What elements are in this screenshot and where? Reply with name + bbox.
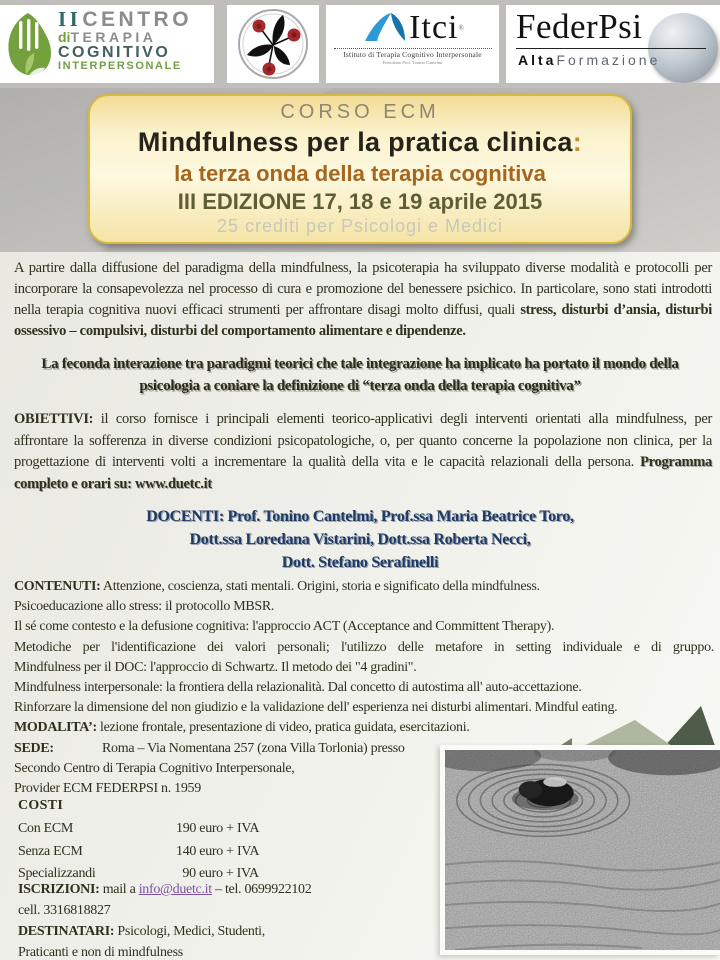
federpsi-title: FederPsi bbox=[516, 7, 643, 46]
enrollment-line bbox=[18, 879, 448, 900]
federpsi-sub-rest: Formazione bbox=[556, 52, 661, 68]
recipients-label: DESTINATARI: bbox=[18, 924, 115, 939]
course-title: Mindfulness per la pratica clinica bbox=[137, 126, 573, 157]
course-kicker: CORSO ECM bbox=[280, 100, 440, 123]
contents-label: CONTENUTI: bbox=[14, 579, 101, 594]
leaves-berries-emblem-icon bbox=[227, 5, 319, 83]
logo-emblem bbox=[227, 5, 319, 83]
contents-item: Rinforzare la dimensione del non giudizio e la validazione dell' esperienza nei disturbi alimentari. Mindful eating. bbox=[14, 700, 618, 716]
intro-text: A partire dalla diffusione del paradigma della mindfulness, la psicoterapia ha sviluppato diverse modalità e protocolli per incorporare la consapevolezza nel processo di cura e promozione del benessere psichico. In particolare, sono stati introdotti nella terapia cognitiva nuovi efficaci strumenti per affrontare disagi molto diffusi, quali bbox=[14, 260, 712, 318]
teachers-line: DOCENTI: Prof. Tonino Cantelmi, Prof.ssa Maria Beatrice Toro, bbox=[146, 508, 574, 525]
enrollment-block bbox=[18, 879, 448, 960]
course-edition: III EDIZIONE 17, 18 e 19 aprile 2015 bbox=[177, 188, 543, 214]
dotted-divider bbox=[334, 48, 492, 49]
cost-value: 90 euro + IVA bbox=[176, 866, 259, 881]
course-title-box bbox=[88, 94, 632, 244]
header-logo-strip bbox=[0, 0, 720, 88]
objectives-paragraph bbox=[14, 409, 712, 495]
leaf-icon bbox=[4, 11, 56, 82]
logo-line3: COGNITIVO bbox=[58, 43, 171, 61]
highlight-paragraph: La feconda interazione tra paradigmi teorici che tale integrazione ha implicato ha portato il mondo della psicologia a coniare la definizione di “terza onda della terapia cognitiva” bbox=[41, 356, 679, 394]
sede-address: Roma – Via Nomentana 257 (zona Villa Torlonia) presso bbox=[102, 740, 405, 756]
itci-footnote: Presidente Prof. Tonino Cantelmi bbox=[382, 60, 443, 65]
logo-itci bbox=[326, 5, 499, 83]
contents-first: Attenzione, coscienza, stati mentali. Origini, storia e significato della mindfulness. bbox=[100, 579, 540, 594]
contents-item: Il sé come contesto e la defusione cognitiva: l'approccio ACT (Acceptance and Committent Therapy). bbox=[14, 619, 555, 635]
course-subtitle: la terza onda della terapia cognitiva bbox=[174, 161, 546, 187]
logo-line4: INTERPERSONALE bbox=[58, 59, 182, 72]
course-title-colon: : bbox=[572, 126, 583, 157]
blue-swoosh-icon bbox=[361, 9, 409, 47]
modalita-label: MODALITA’: bbox=[14, 720, 97, 736]
objectives-program-link[interactable]: Programma completo e orari su: www.duetc.it bbox=[14, 454, 712, 492]
objectives-text: il corso fornisce i principali elementi teorico-applicativi degli interventi orientati alla mindfulness, per affrontare la sofferenza in diverse condizioni psicopatologiche, o, per quanto concerne la popolazione non clinica, per la progettazione di interventi volti a incrementare la qualità della vita e le capacità relazionali della persona. bbox=[14, 411, 712, 470]
cost-label: Con ECM bbox=[18, 821, 74, 836]
teachers-block bbox=[0, 505, 720, 574]
logo-numeral: II bbox=[58, 7, 82, 31]
contents-item: Metodiche per l'identificazione dei valori personali; l'utilizzo delle metafore in setting individuale e di gruppo. bbox=[14, 639, 714, 655]
costs-title: COSTI bbox=[18, 798, 64, 813]
costs-block bbox=[18, 798, 438, 886]
recipients-line bbox=[18, 921, 448, 942]
teachers-line: Dott.ssa Loredana Vistarini, Dott.ssa Roberta Necci, bbox=[189, 531, 531, 548]
teachers-line: Dott. Stefano Serafinelli bbox=[281, 554, 439, 571]
contents-intro bbox=[14, 577, 714, 597]
enrollment-pre: mail a bbox=[99, 882, 139, 897]
logo-federpsi bbox=[506, 5, 720, 83]
itci-subtitle: Istituto di Terapia Cognitivo Interpersonale bbox=[343, 50, 482, 59]
objectives-label: OBIETTIVI: bbox=[14, 411, 94, 427]
enrollment-cell: cell. 3316818827 bbox=[18, 903, 111, 918]
sede-line2: Secondo Centro di Terapia Cognitivo Interpersonale, bbox=[14, 760, 295, 776]
cost-row bbox=[18, 818, 438, 841]
cost-label: Specializzandi bbox=[18, 866, 96, 881]
federpsi-rule bbox=[516, 48, 706, 49]
zen-garden-photo bbox=[440, 745, 720, 955]
sede-label: SEDE: bbox=[14, 740, 54, 756]
itci-title: Itci bbox=[409, 9, 459, 46]
logo-centro-terapia bbox=[0, 5, 214, 83]
logo-line2-prefix: di bbox=[58, 29, 71, 46]
email-link[interactable]: info@duetc.it bbox=[138, 882, 212, 897]
cost-row bbox=[18, 841, 438, 864]
logo-line1: CENTRO bbox=[82, 8, 193, 31]
cost-value: 190 euro + IVA bbox=[176, 821, 260, 836]
logo-line2: TERAPIA bbox=[70, 29, 157, 46]
intro-paragraph bbox=[14, 258, 712, 342]
federpsi-sub-bold: Alta bbox=[518, 52, 557, 68]
sede-line3: Provider ECM FEDERPSI n. 1959 bbox=[14, 781, 201, 797]
course-credits: 25 crediti per Psicologi e Medici bbox=[216, 216, 504, 237]
contents-item: Mindfulness per il DOC: l'approccio di Schwartz. Il metodo dei "4 gradini". bbox=[14, 659, 417, 675]
contents-item: Psicoeducazione allo stress: il protocollo MBSR. bbox=[14, 599, 275, 615]
modalita-text: lezione frontale, presentazione di video, pratica guidata, esercitazioni. bbox=[96, 720, 470, 736]
cost-value: 140 euro + IVA bbox=[176, 843, 260, 859]
cost-label: Senza ECM bbox=[18, 843, 83, 859]
itci-reg: ® bbox=[458, 24, 464, 32]
enrollment-label: ISCRIZIONI: bbox=[18, 882, 100, 897]
recipients-line2: Praticanti e non di mindfulness bbox=[18, 945, 183, 960]
recipients-text: Psicologi, Medici, Studenti, bbox=[114, 924, 265, 939]
intro-bold-disorders: stress, disturbi d’ansia, disturbi ossessivo – compulsivi, disturbi del comportamento alimentare e dipendenze. bbox=[14, 302, 712, 339]
contents-item: Mindfulness interpersonale: la frontiera della relazionalità. Dal concetto di autostima all' auto-accettazione. bbox=[14, 680, 582, 696]
enrollment-phone: – tel. 0699922102 bbox=[211, 882, 312, 897]
